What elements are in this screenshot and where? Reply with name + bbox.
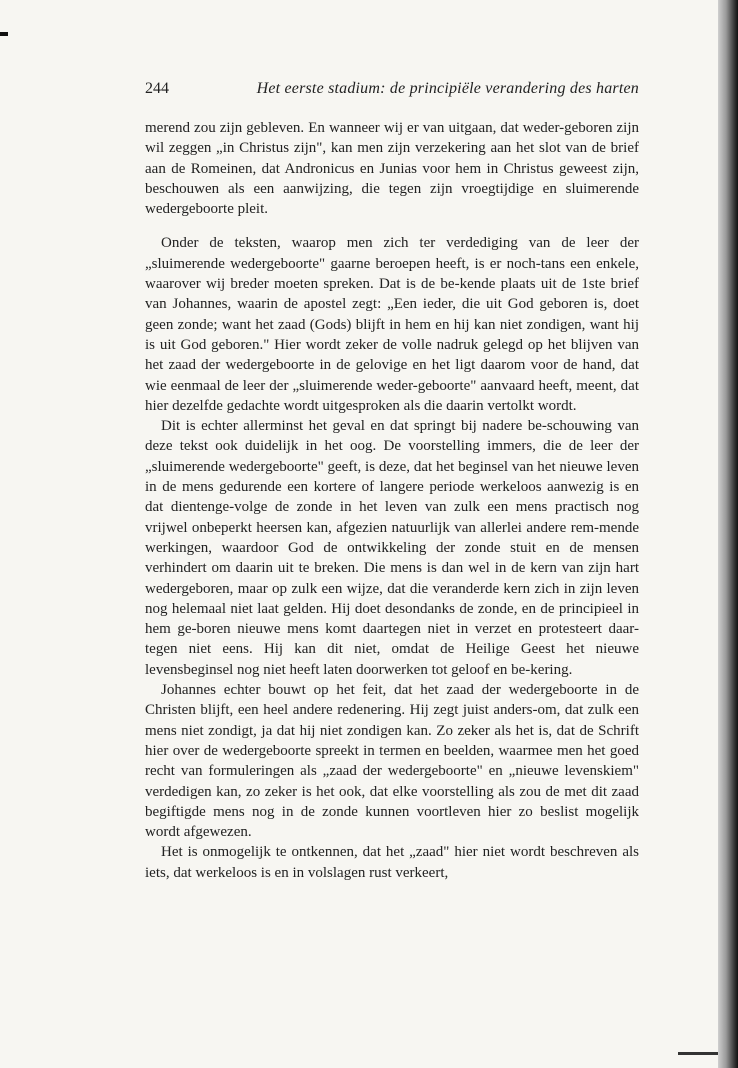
scan-mark xyxy=(0,32,8,36)
paragraph: Dit is echter allerminst het geval en dat springt bij nadere be-schouwing van deze tekst ook duidelijk in het oog. De voorstelling immers, die de leer der „sluimerende wedergeboorte" geeft, is deze, dat het beginsel van het nieuwe leven in de mens gedurende een kortere of langere periode werkeloos aanwezig is en dat dientenge-volge de zonde in het leven van zulk een mens practisch nog vrijwel onbeperkt heersen kan, afgezien natuurlijk van allerlei andere rem-mende werkingen, waardoor God de ontwikkeling der zonde stuit en de mensen verhindert om daarin uit te breken. Die mens is dan wel in de kern van zijn hart wedergeboren, maar op zulk een wijze, dat die veranderde kern zich in zijn leven nog helemaal niet laat gelden. Hij doet desondanks de zonde, en de principieel in hem ge-boren nieuwe mens komt daartegen niet in verzet en protesteert daar-tegen niet eens. Hij kan dit niet, omdat de Heilige Geest het nieuwe levensbeginsel nog niet heeft laten doorwerken tot geloof en be-kering. xyxy=(145,418,639,678)
paragraph: Johannes echter bouwt op het feit, dat het zaad der wedergeboorte in de Christen blijft, een heel andere redenering. Hij zegt juist anders-om, dat zulk een mens niet zondigt, ja dat hij niet zondigen kan. Zo zeker als het is, dat de Schrift hier over de wedergeboorte spreekt in termen en beelden, waarmee men het goed recht van formuleringen als „zaad der wedergeboorte" en „nieuwe levenskiem" verdedigen kan, zo zeker is het ook, dat elke voorstelling als zou de met dit zaad begiftigde mens nog in de zonde kunnen voortleven hier zo beslist mogelijk wordt afgewezen. xyxy=(145,682,639,841)
running-title: Het eerste stadium: de principiële verandering des harten xyxy=(256,80,639,97)
page-number: 244 xyxy=(145,80,169,97)
paragraph-continuation: merend zou zijn gebleven. En wanneer wij er van uitgaan, dat weder-geboren zijn wil zeggen „in Christus zijn", kan men zijn verzekering aan het slot van de brief aan de Romeinen, dat Andronicus en Junias voor hem in Christus geweest zijn, beschouwen als een aanwijzing, die tegen zijn vroegtijdige en sluimerende wedergeboorte pleit. xyxy=(145,120,639,218)
scan-edge-line xyxy=(678,1052,718,1055)
paragraph: Het is onmogelijk te ontkennen, dat het „zaad" hier niet wordt beschreven als iets, dat werkeloos is en in volslagen rust verkeert, xyxy=(145,844,639,881)
body-text xyxy=(145,118,639,883)
paragraph: Onder de teksten, waarop men zich ter verdediging van de leer der „sluimerende wedergeboorte" gaarne beroepen heeft, is er noch-tans een enkele, waarover wij breder moeten spreken. Dat is de be-kende plaats uit de 1ste brief van Johannes, waarin de apostel zegt: „Een ieder, die uit God geboren is, doet geen zonde; want het zaad (Gods) blijft in hem en hij kan niet zondigen, want hij is uit God geboren." Hier wordt zeker de volle nadruk gelegd op het blijven van het zaad der wedergeboorte in de gelovige en het ligt daarom voor de hand, dat wie eenmaal de leer der „sluimerende weder-geboorte" aanvaard heeft, meent, dat hier dezelfde gedachte wordt uitgesproken als die daarin vertolkt wordt. xyxy=(145,235,639,414)
page-header xyxy=(145,80,639,104)
binding-shadow xyxy=(718,0,738,1068)
